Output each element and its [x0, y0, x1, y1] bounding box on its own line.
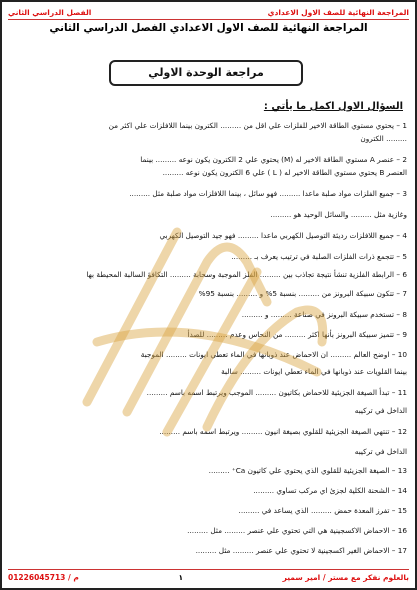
question-line-10b: بينما القلويات عند ذوبانها في الماء تعطي ايونات ......... سالبة	[221, 367, 407, 376]
footer-phone: 01226045713	[8, 572, 66, 582]
question-line-5: 5 – تتجمع ذرات الفلزات الصلبة في ترتيب يعرف بـ .........	[231, 252, 407, 261]
header-left-text: الفصل الدراسي الثاني	[8, 7, 92, 17]
question-line-2b: العنصر B يحتوي مستوي الطاقة الاخير له ( L ) علي 6 الكترون يكون نوعه .........	[162, 168, 407, 177]
question-line-11b: الداخل في تركيبه	[354, 406, 407, 415]
question-line-12b: الداخل في تركيبه	[354, 447, 407, 456]
question-line-8: 8 – تستخدم سبيكة البرونز في صناعة ......... و .........	[241, 310, 407, 319]
top-header-strip	[8, 5, 409, 20]
question-line-1b: ......... الكترون	[360, 134, 407, 143]
question-line-2: 2 – عنصر A مستوي الطاقة الاخير له (M) يحتوي علي 2 الكترون يكون نوعه ......... بينما	[140, 155, 407, 164]
footer-letter: م /	[68, 572, 79, 582]
footer-strip	[8, 569, 409, 584]
question-line-12: 12 – تنتهي الصيغة الجزيئية للقلوي بصيغة انيون ......... ويرتبط اسمه باسم .........	[159, 427, 407, 436]
question-line-10: 10 – اوضح العالم ......... ان الاحماض عند ذوبانها في الماء تعطي ايونات ......... الموجبة	[140, 350, 407, 359]
section-title: السؤال الاول اكمل ما يأتي :	[263, 101, 403, 112]
question-line-6: 6 – الرابطة الفلزية تنشأ نتيجة تجاذب بين ......... الفلز الموجبة وسحابة ......... التكافؤ السالبة المحيطة بها	[86, 270, 407, 279]
question-line-9: 9 – تتميز سبيكة البرونز بأنها اكثر ......... من النحاس وعدم ......... للصدأ	[187, 330, 407, 339]
question-line-3: 3 – جميع الفلزات مواد صلبة ماعدا ......... فهو سائل ، بينما اللافلزات مواد صلبة مثل .........	[129, 189, 407, 198]
question-line-13: 13 – الصيغة الجزيئية للقلوي الذي يحتوي علي كاتيون Ca⁺ .........	[208, 466, 407, 475]
question-line-4: 4 – جميع اللافلزات رديئة التوصيل الكهربي ماعدا ......... فهو جيد التوصيل الكهربي	[159, 231, 407, 240]
question-line-14: 14 – الشحنة الكلية لجزئ اي مركب تساوي .........	[253, 486, 407, 495]
question-line-17: 17 – الاحماض الغير اكسجينية لا تحتوي علي عنصر ......... مثل .........	[195, 546, 407, 555]
question-line-3b: وغازية مثل ......... والسائل الوحيد هو .........	[270, 210, 407, 219]
header-right-text: المراجعة النهائية للصف الاول الاعدادي	[267, 7, 409, 17]
unit-title-box: مراجعة الوحدة الاولي	[109, 60, 303, 86]
question-line-16: 16 – الاحماض الاكسجينية هي التي تحتوي علي عنصر ......... مثل .........	[187, 526, 407, 535]
page-number: ١	[178, 572, 184, 582]
footer-teacher-text: بالعلوم نفكر مع مستر / امير سمير	[282, 572, 409, 582]
question-line-1: 1 – يحتوي مستوي الطاقة الاخير للفلزات علي اقل من ......... الكترون بينما اللافلزات علي اكثر من	[108, 121, 407, 130]
footer-contact	[8, 573, 79, 582]
question-line-7: 7 – تتكون سبيكة البرونز من ......... بنسبة 5% و ......... بنسبة 95%	[198, 289, 407, 298]
page-title: المراجعة النهائية للصف الاول الاعدادي الفصل الدراسي الثاني	[49, 22, 368, 34]
question-line-11: 11 – تبدأ الصيغة الجزيئية للاحماض بكاتيون ......... الموجب ويرتبط اسمه باسم .........	[146, 388, 407, 397]
question-line-15: 15 – تفرز المعدة حمض ......... الذي يساعد في .........	[238, 506, 407, 515]
